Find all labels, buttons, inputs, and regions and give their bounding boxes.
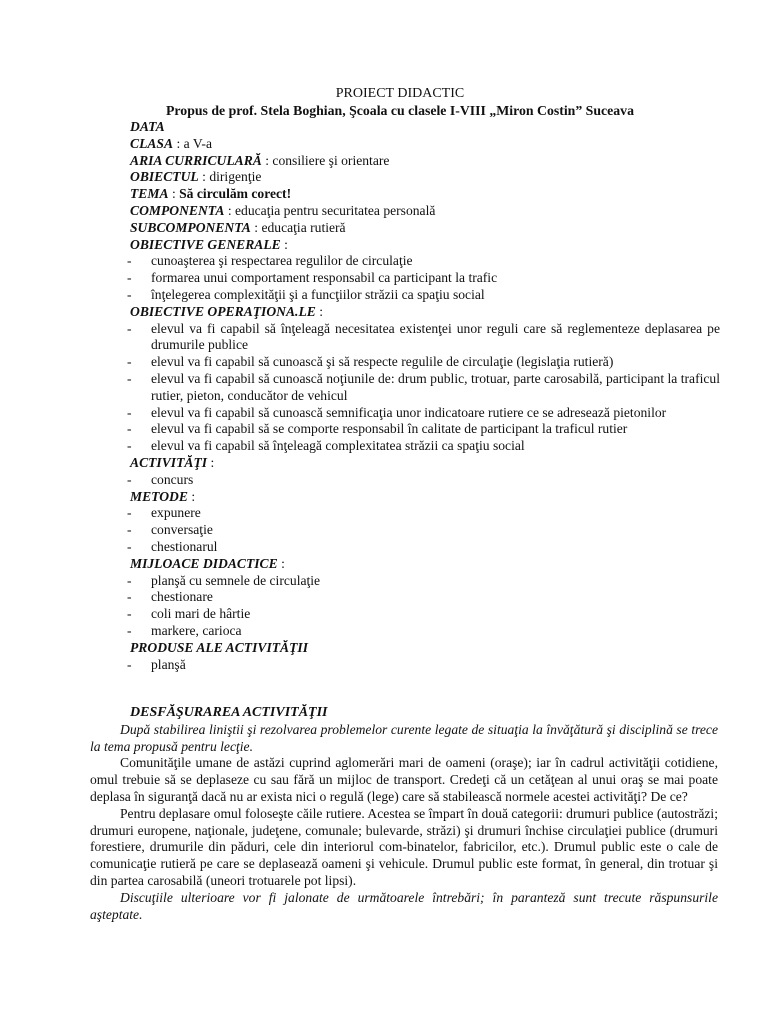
section-obiective-generale: OBIECTIVE GENERALE : (130, 236, 288, 252)
list-item: - elevul va fi capabil să cunoască noţiunile de: drum public, trotuar, parte carosabilă, participant la traficul rutier, pieton, conducător de vehicul (127, 370, 720, 403)
list-obiective-operationale (127, 320, 720, 455)
list-obiective-generale (127, 253, 720, 303)
list-item: - concurs (127, 471, 194, 487)
field-obiectul: OBIECTUL : dirigenţie (130, 169, 262, 185)
paragraph: Pentru deplasare omul foloseşte căile rutiere. Acestea se împart în două categorii: drumuri publice (autostrăzi; drumuri europene, naţionale, judeţene, comunale; bulevarde, străzi) şi drumuri închise circulaţiei publice (drumuri forestiere, drumurile din păduri, cele din interiorul com-binatelor, fabricilor, etc.). Drumul public este o cale de comunicaţie rutieră pe care se deplasează oameni şi vehicule. Drumul public este format, în general, din trotuar şi din partea carosabilă (uneori trotuarele pot lipsi). (90, 805, 718, 888)
list-activitati (127, 471, 720, 489)
list-produse (127, 656, 720, 674)
list-item: - expunere (127, 505, 201, 521)
list-item: - markere, carioca (127, 622, 242, 638)
section-produse: PRODUSE ALE ACTIVITĂŢII (130, 639, 309, 655)
paragraph: După stabilirea liniştii şi rezolvarea problemelor curente legate de situaţia la învăţătură şi disciplină se trece la tema propusă pentru lecţie. (90, 721, 718, 754)
section-metode: METODE : (130, 488, 196, 504)
field-aria-curriculara: ARIA CURRICULARĂ : consiliere şi orientare (130, 152, 390, 168)
list-item: - conversaţie (127, 522, 213, 538)
list-item: - planşă cu semnele de circulaţie (127, 572, 321, 588)
list-item: - planşă (127, 656, 186, 672)
list-item: - elevul va fi capabil să cunoască semnificaţia unor indicatoare rutiere ce se adresează pietonilor (127, 404, 667, 420)
desfasurare-heading: DESFĂŞURAREA ACTIVITĂŢII (130, 705, 328, 720)
list-metode (127, 505, 720, 555)
desfasurare-block (90, 705, 718, 923)
field-componenta: COMPONENTA : educaţia pentru securitatea personală (130, 202, 436, 218)
header-block (127, 85, 720, 673)
tema-title: Să circulăm corect! (179, 186, 292, 202)
list-item: - chestionare (127, 589, 213, 605)
list-item: - elevul va fi capabil să se comporte responsabil în calitate de participant la traficul rutier (127, 421, 628, 437)
field-clasa: CLASA : a V-a (130, 135, 212, 151)
field-subcomponenta: SUBCOMPONENTA : educaţia rutieră (130, 219, 346, 235)
paragraph: Comunităţile umane de astăzi cuprind aglomerări mari de oameni (oraşe); iar în cadrul activităţii cotidiene, omul trebuie să se deplaseze cu sau fără un mijloc de transport. Credeţi că un cetăţean al unui oraş se mai poate deplasa în siguranţă dacă nu ar exista nici o regulă (lege) care să stabilească normele acestei activităţi? De ce? (90, 755, 718, 804)
list-item: - cunoaşterea şi respectarea regulilor de circulaţie (127, 253, 413, 269)
section-activitati: ACTIVITĂŢI : (130, 454, 215, 470)
author-line: Propus de prof. Stela Boghian, Şcoala cu clasele I-VIII „Miron Costin” Suceava (166, 103, 634, 118)
list-item: - înţelegerea complexităţii şi a funcţiilor străzii ca spaţiu social (127, 286, 485, 302)
section-mijloace-didactice: MIJLOACE DIDACTICE : (130, 555, 285, 571)
field-data: DATA (130, 119, 165, 134)
list-item: - elevul va fi capabil să înţeleagă complexitatea străzii ca spaţiu social (127, 438, 525, 454)
list-item: - chestionarul (127, 538, 218, 554)
list-item: - coli mari de hârtie (127, 606, 251, 622)
section-obiective-operationale: OBIECTIVE OPERAŢIONA.LE : (130, 303, 324, 319)
page-title: PROIECT DIDACTIC (335, 86, 465, 101)
field-tema: TEMA : Să circulăm corect! (130, 186, 292, 202)
list-item: - elevul va fi capabil să înţeleagă necesitatea existenţei unor reguli care să reglementeze deplasarea pe drumurile publice (127, 320, 720, 353)
list-item: - elevul va fi capabil să cunoască şi să respecte regulile de circulaţie (legislaţia rutieră) (127, 354, 614, 370)
list-item: - formarea unui comportament responsabil ca participant la trafic (127, 270, 498, 286)
list-mijloace-didactice (127, 572, 720, 640)
paragraph: Discuţiile ulterioare vor fi jalonate de următoarele întrebări; în paranteză sunt trecute răspunsurile aşteptate. (90, 889, 718, 922)
